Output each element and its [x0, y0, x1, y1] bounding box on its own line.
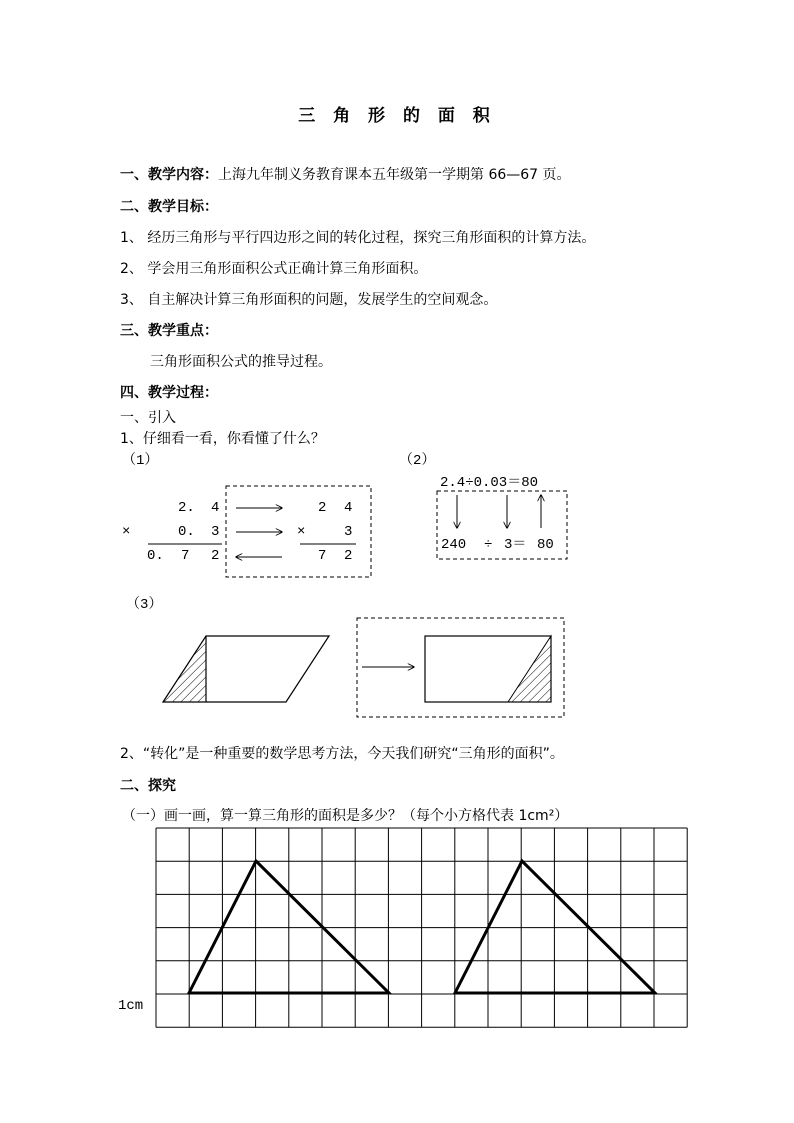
section-teaching-goals: 二、教学目标： — [120, 199, 218, 215]
fig1-left-row2-times: × — [122, 524, 131, 540]
intro-question-2: 2、“转化”是一种重要的数学思考方法，今天我们研究“三角形的面积”。 — [120, 746, 564, 762]
square-grid — [156, 828, 687, 1027]
fig1-left-row3-a: 0. — [147, 548, 164, 564]
fig1-right-row3-a: 7 — [318, 548, 327, 564]
grid-triangle-right — [455, 861, 655, 993]
figure-2-label: （2） — [399, 453, 436, 469]
fig3-hatched-triangle-right — [508, 636, 551, 702]
fig2-bottom-3eq: 3＝ — [504, 537, 527, 553]
fig1-right-row2-times: × — [297, 524, 306, 540]
figure-1-multiplication — [148, 486, 371, 577]
figure-2-division — [437, 491, 567, 559]
explore-task: （一）画一画，算一算三角形的面积是多少？（每个小方格代表 1cm²） — [122, 808, 569, 824]
section-teaching-process: 四、教学过程： — [120, 385, 218, 401]
section-text: 上海九年制义务教育课本五年级第一学期第 66—67 页。 — [218, 167, 571, 183]
intro-question-1: 1、仔细看一看，你看懂了什么？ — [120, 431, 325, 447]
fig1-left-row1-a: 2. — [178, 500, 195, 516]
goal-item-3: 3、 自主解决计算三角形面积的问题，发展学生的空间观念。 — [120, 292, 498, 308]
fig1-left-row3-b: 7 — [181, 548, 190, 564]
fig1-right-row1-a: 2 — [318, 500, 327, 516]
fig2-top-equation: 2.4÷0.03＝80 — [440, 475, 539, 491]
figure-1-label: （1） — [122, 453, 159, 469]
goal-item-1: 1、 经历三角形与平行四边形之间的转化过程，探究三角形面积的计算方法。 — [120, 230, 596, 246]
section-label: 一、教学内容： — [120, 167, 218, 183]
goal-item-2: 2、 学会用三角形面积公式正确计算三角形面积。 — [120, 261, 428, 277]
intro-heading: 一、引入 — [120, 410, 176, 426]
fig1-left-row3-c: 2 — [211, 548, 220, 564]
fig1-left-row2-a: 0. — [178, 524, 195, 540]
fig1-left-row1-b: 4 — [211, 500, 220, 516]
page-title: 三 角 形 的 面 积 — [298, 106, 496, 126]
explore-heading: 二、探究 — [120, 778, 176, 794]
section-key-point: 三、教学重点： — [120, 323, 218, 339]
grid-unit-label: 1cm — [118, 998, 144, 1014]
fig1-right-row3-b: 2 — [344, 548, 353, 564]
fig2-bottom-80: 80 — [537, 537, 554, 553]
fig1-right-row2-b: 3 — [344, 524, 353, 540]
key-point-text: 三角形面积公式的推导过程。 — [150, 354, 332, 370]
fig2-bottom-div: ÷ — [484, 537, 493, 553]
figure-3-label: （3） — [126, 597, 163, 613]
figure-3-parallelogram — [163, 618, 564, 717]
fig1-right-row1-b: 4 — [344, 500, 353, 516]
fig2-bottom-240: 240 — [441, 537, 467, 553]
fig1-left-row2-b: 3 — [211, 524, 220, 540]
